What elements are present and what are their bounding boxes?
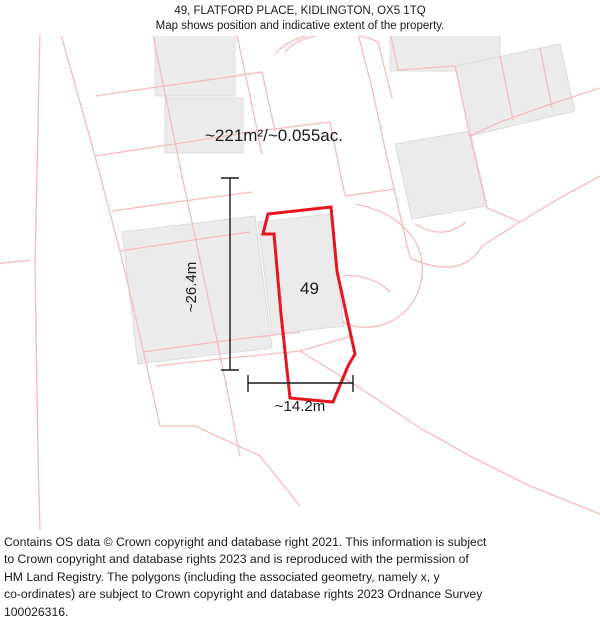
- area-label: ~221m²/~0.055ac.: [205, 126, 343, 145]
- footer-line-1: Contains OS data © Crown copyright and database right 2021. This information is subject: [4, 535, 487, 549]
- page-title: 49, FLATFORD PLACE, KIDLINGTON, OX5 1TQ: [174, 5, 426, 17]
- footer-line-5: 100026316.: [4, 604, 69, 619]
- footer-line-2: to Crown copyright and database rights 2023 and is reproduced with the permission of: [4, 552, 469, 567]
- footer-line-4: co-ordinates) are subject to Crown copyright and database rights 2023 Ordnance Survey: [4, 587, 483, 602]
- map-canvas[interactable]: [0, 36, 600, 530]
- height-label: ~26.4m: [183, 261, 200, 313]
- map-header: [0, 0, 600, 36]
- map-footer-credits: [0, 534, 600, 621]
- plot-number-label: 49: [300, 279, 319, 298]
- page-subtitle: Map shows position and indicative extent of the property.: [155, 20, 445, 32]
- width-label: ~14.2m: [274, 398, 326, 415]
- footer-line-3: HM Land Registry. The polygons (including the associated geometry, namely x, y: [4, 569, 440, 584]
